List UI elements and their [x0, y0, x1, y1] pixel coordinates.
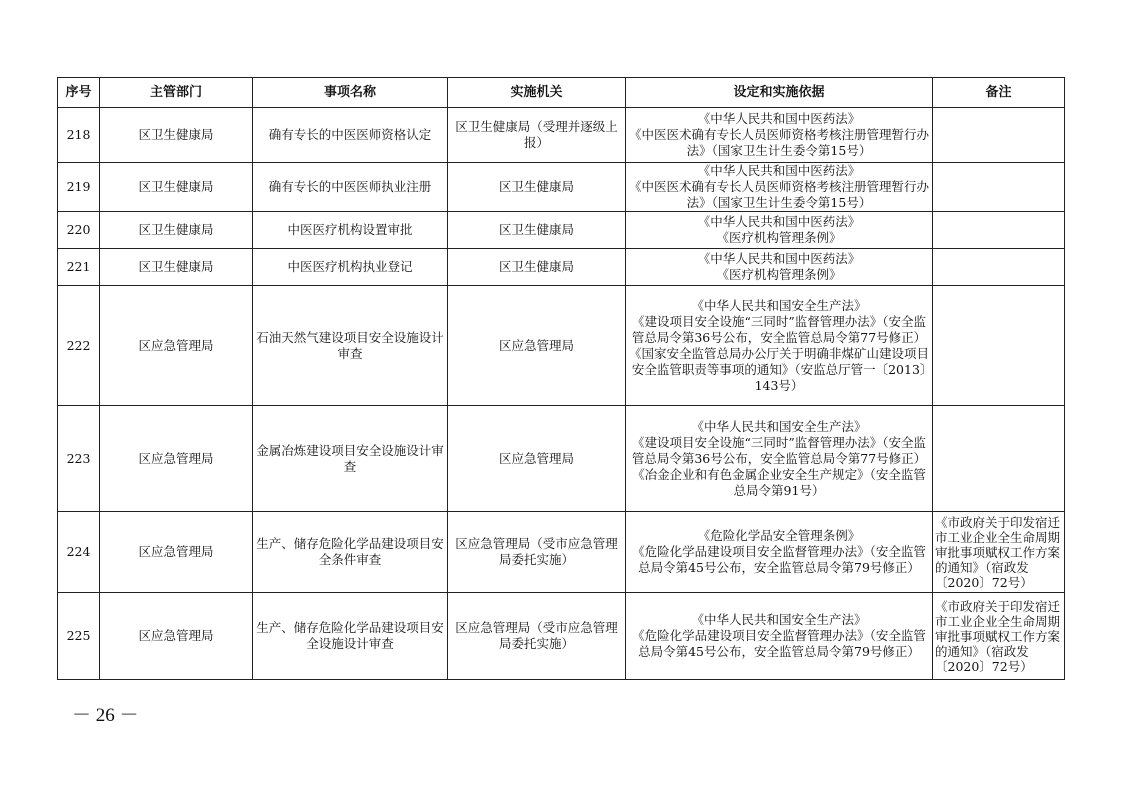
basis-line: 《中华人民共和国中医药法》 [697, 163, 861, 178]
row-agency: 区应急管理局 [448, 286, 626, 406]
row-no: 218 [58, 108, 100, 163]
table-row [58, 163, 1065, 212]
row-basis [626, 108, 933, 163]
row-dept: 区应急管理局 [100, 593, 253, 680]
basis-line: 《危险化学品建设项目安全监督管理办法》（安全监管总局令第45号公布，安全监管总局令第79号修正） [632, 544, 926, 575]
row-item: 金属冶炼建设项目安全设施设计审查 [253, 406, 448, 512]
row-note [933, 212, 1065, 249]
page-number: － 26 － [72, 705, 139, 726]
table-row [58, 108, 1065, 163]
row-basis [626, 286, 933, 406]
row-agency: 区应急管理局 [448, 406, 626, 512]
row-item: 中医医疗机构设置审批 [253, 212, 448, 249]
row-item: 确有专长的中医医师执业注册 [253, 163, 448, 212]
row-basis [626, 406, 933, 512]
row-note [933, 108, 1065, 163]
row-dept: 区应急管理局 [100, 512, 253, 593]
row-dept: 区卫生健康局 [100, 212, 253, 249]
row-agency: 区卫生健康局（受理并逐级上报） [448, 108, 626, 163]
basis-line: 《中华人民共和国中医药法》 [697, 251, 861, 266]
row-no: 223 [58, 406, 100, 512]
row-note [933, 406, 1065, 512]
row-item: 石油天然气建设项目安全设施设计审查 [253, 286, 448, 406]
header-dept: 主管部门 [100, 78, 253, 108]
basis-line: 《危险化学品建设项目安全监督管理办法》（安全监管总局令第45号公布，安全监管总局令第79号修正） [632, 628, 926, 659]
table-row [58, 212, 1065, 249]
header-item: 事项名称 [253, 78, 448, 108]
row-no: 225 [58, 593, 100, 680]
header-basis: 设定和实施依据 [626, 78, 933, 108]
basis-line: 《危险化学品安全管理条例》 [697, 528, 861, 543]
row-item: 生产、储存危险化学品建设项目安全条件审查 [253, 512, 448, 593]
row-basis [626, 249, 933, 286]
basis-line: 《建设项目安全设施“三同时”监督管理办法》（安全监管总局令第36号公布，安全监管总局令第77号修正） [631, 313, 927, 345]
table-row [58, 286, 1065, 406]
row-dept: 区卫生健康局 [100, 249, 253, 286]
row-no: 220 [58, 212, 100, 249]
row-basis [626, 593, 933, 680]
basis-line: 《中华人民共和国安全生产法》 [691, 612, 867, 627]
basis-line: 《中医医术确有专长人员医师资格考核注册管理暂行办法》（国家卫生计生委令第15号） [629, 127, 930, 158]
basis-line: 《建设项目安全设施“三同时”监督管理办法》（安全监管总局令第36号公布，安全监管总局令第77号修正） [631, 434, 927, 466]
header-no: 序号 [58, 78, 100, 108]
basis-line: 《国家安全监管总局办公厅关于明确非煤矿山建设项目安全监管职责等事项的通知》（安监总厅管一〔2013〕143号） [629, 345, 930, 393]
row-note [933, 249, 1065, 286]
row-no: 224 [58, 512, 100, 593]
row-basis [626, 163, 933, 212]
table-row [58, 249, 1065, 286]
row-note: 《市政府关于印发宿迁市工业企业全生命周期审批事项赋权工作方案的通知》（宿政发〔2020〕72号） [933, 512, 1065, 593]
row-dept: 区卫生健康局 [100, 108, 253, 163]
row-item: 确有专长的中医医师资格认定 [253, 108, 448, 163]
row-no: 221 [58, 249, 100, 286]
basis-line: 《中华人民共和国安全生产法》 [691, 297, 867, 313]
row-agency: 区卫生健康局 [448, 212, 626, 249]
row-basis [626, 512, 933, 593]
basis-line: 《中医医术确有专长人员医师资格考核注册管理暂行办法》（国家卫生计生委令第15号） [629, 179, 930, 210]
row-no: 222 [58, 286, 100, 406]
basis-line: 《医疗机构管理条例》 [716, 267, 842, 282]
row-note [933, 286, 1065, 406]
row-basis [626, 212, 933, 249]
row-item: 生产、储存危险化学品建设项目安全设施设计审查 [253, 593, 448, 680]
row-dept: 区应急管理局 [100, 286, 253, 406]
basis-line: 《中华人民共和国安全生产法》 [691, 418, 867, 434]
table-row [58, 406, 1065, 512]
row-dept: 区应急管理局 [100, 406, 253, 512]
header-note: 备注 [933, 78, 1065, 108]
basis-line: 《中华人民共和国中医药法》 [697, 111, 861, 126]
row-agency: 区卫生健康局 [448, 249, 626, 286]
row-agency: 区应急管理局（受市应急管理局委托实施） [448, 512, 626, 593]
table-row [58, 593, 1065, 680]
row-dept: 区卫生健康局 [100, 163, 253, 212]
row-no: 219 [58, 163, 100, 212]
header-agency: 实施机关 [448, 78, 626, 108]
row-agency: 区卫生健康局 [448, 163, 626, 212]
basis-line: 《医疗机构管理条例》 [716, 230, 842, 245]
table-header-row [58, 78, 1065, 108]
row-agency: 区应急管理局（受市应急管理局委托实施） [448, 593, 626, 680]
approval-items-table [57, 77, 1065, 680]
row-item: 中医医疗机构执业登记 [253, 249, 448, 286]
basis-line: 《中华人民共和国中医药法》 [697, 214, 861, 229]
basis-line: 《冶金企业和有色金属企业安全生产规定》（安全监管总局令第91号） [632, 466, 926, 498]
row-note [933, 163, 1065, 212]
table-row [58, 512, 1065, 593]
row-note: 《市政府关于印发宿迁市工业企业全生命周期审批事项赋权工作方案的通知》（宿政发〔2020〕72号） [933, 593, 1065, 680]
